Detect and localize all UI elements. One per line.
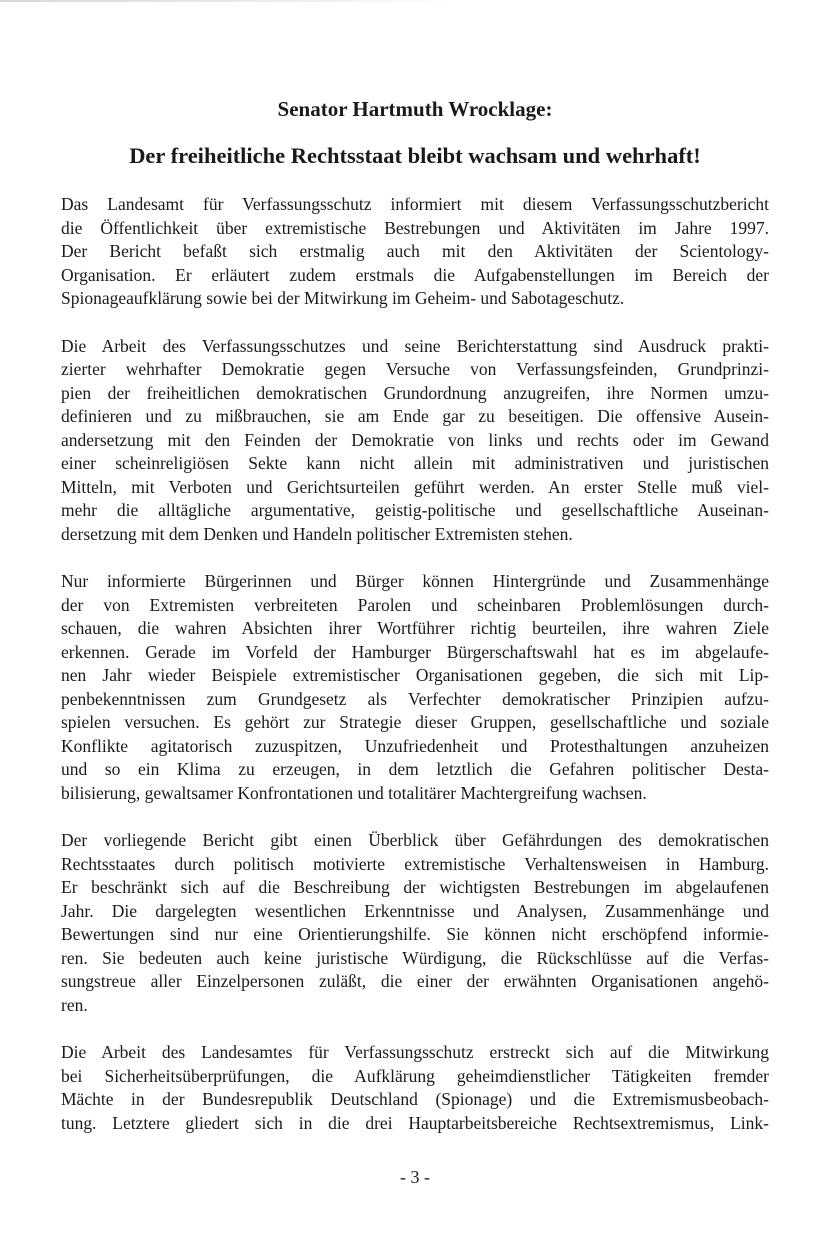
text-line: tung. Letztere gliedert sich in die drei Hauptarbeitsbereiche Rechtsextremismus, Link- — [61, 1112, 769, 1133]
paragraph — [61, 829, 769, 1017]
text-line: nen Jahr wieder Beispiele extremistischer Organisationen gegeben, die sich mit Lip- — [61, 665, 769, 685]
text-line: bei Sicherheitsüberprüfungen, die Aufklärung geheimdienstlicher Tätigkeiten fremder — [61, 1065, 769, 1086]
text-line: zierter wehrhafter Demokratie gegen Versuche von Verfassungsfeinden, Grundprinzi- — [61, 359, 769, 379]
text-line: definieren und zu mißbrauchen, sie am Ende gar zu beseitigen. Die offensive Ausein- — [61, 406, 769, 426]
text-line: Organisation. Er erläutert zudem erstmals die Aufgabenstellungen im Bereich der — [61, 264, 769, 285]
text-line: Der Bericht befaßt sich erstmalig auch mit den Aktivitäten der Scientology- — [61, 241, 769, 261]
text-line: sungstreue aller Einzelpersonen zuläßt, die einer der erwähnten Organisationen angehö- — [61, 971, 769, 991]
text-line: Die Arbeit des Landesamtes für Verfassungsschutz erstreckt sich auf die Mitwirkung — [61, 1042, 769, 1062]
text-line: bilisierung, gewaltsamer Konfrontationen und totalitärer Machtergreifung wachsen. — [61, 782, 647, 803]
text-line: Er beschränkt sich auf die Beschreibung der wichtigsten Bestrebungen im abgelaufenen — [61, 877, 769, 897]
scan-edge-rule — [0, 0, 460, 2]
text-line: spielen versuchen. Es gehört zur Strategie dieser Gruppen, gesellschaftliche und soziale — [61, 712, 769, 732]
text-line: Bewertungen sind nur eine Orientierungshilfe. Sie können nicht erschöpfend informie- — [61, 924, 769, 944]
body-text — [61, 193, 769, 1159]
text-line: andersetzung mit den Feinden der Demokratie von links und rechts oder im Gewand — [61, 429, 769, 450]
text-line: schauen, die wahren Absichten ihrer Wortführer richtig beurteilen, ihre wahren Ziele — [61, 618, 769, 638]
text-line: einer scheinreligiösen Sekte kann nicht allein mit administrativen und juristischen — [61, 453, 769, 473]
text-line: Der vorliegende Bericht gibt einen Überblick über Gefährdungen des demokratischen — [61, 830, 769, 850]
text-line: Spionageaufklärung sowie bei der Mitwirkung im Geheim- und Sabotageschutz. — [61, 288, 625, 308]
title-block — [60, 95, 770, 170]
text-line: penbekenntnissen zum Grundgesetz als Verfechter demokratischer Prinzipien aufzu- — [61, 688, 769, 709]
text-line: der von Extremisten verbreiteten Parolen und scheinbaren Problemlösungen durch- — [61, 594, 769, 615]
text-line: Mächte in der Bundesrepublik Deutschland (Spionage) und die Extremismusbeobach- — [61, 1089, 769, 1109]
text-line: Die Arbeit des Verfassungsschutzes und seine Berichterstattung sind Ausdruck prakti- — [61, 335, 769, 356]
text-line: ren. Sie bedeuten auch keine juristische Würdigung, die Rückschlüsse auf die Verfas- — [61, 947, 769, 968]
text-line: Jahr. Die dargelegten wesentlichen Erkenntnisse und Analysen, Zusammenhänge und — [61, 900, 769, 921]
paragraph — [61, 570, 769, 805]
text-line: erkennen. Gerade im Vorfeld der Hamburger Bürgerschaftswahl hat es im abgelaufe- — [61, 641, 769, 662]
text-line: Mitteln, mit Verboten und Gerichtsurteilen geführt werden. An erster Stelle muß viel- — [61, 476, 769, 497]
text-line: Konflikte agitatorisch zuzuspitzen, Unzufriedenheit und Protesthaltungen anzuheizen — [61, 735, 769, 756]
text-line: Nur informierte Bürgerinnen und Bürger können Hintergründe und Zusammenhänge — [61, 571, 769, 591]
author-heading: Senator Hartmuth Wrocklage: — [277, 97, 553, 121]
text-line: mehr die alltägliche argumentative, geistig-politische und gesellschaftliche Auseinan- — [61, 500, 769, 520]
text-line: die Öffentlichkeit über extremistische Bestrebungen und Aktivitäten im Jahre 1997. — [61, 217, 769, 238]
headline: Der freiheitliche Rechtsstaat bleibt wachsam und wehrhaft! — [129, 143, 701, 168]
text-line: Rechtsstaates durch politisch motivierte extremistische Verhaltensweisen in Hamburg. — [61, 853, 769, 874]
page-number: - 3 - — [400, 1167, 430, 1187]
text-line: ren. — [61, 994, 88, 1015]
text-line: Das Landesamt für Verfassungsschutz informiert mit diesem Verfassungsschutzbericht — [61, 194, 769, 214]
text-line: dersetzung mit dem Denken und Handeln politischer Extremisten stehen. — [61, 523, 573, 544]
paragraph — [61, 193, 769, 311]
text-line: pien der freiheitlichen demokratischen Grundordnung anzugreifen, ihre Normen umzu- — [61, 382, 769, 403]
text-line: und so ein Klima zu erzeugen, in dem letztlich die Gefahren politischer Desta- — [61, 759, 769, 779]
paragraph — [61, 1041, 769, 1135]
paragraph — [61, 335, 769, 547]
